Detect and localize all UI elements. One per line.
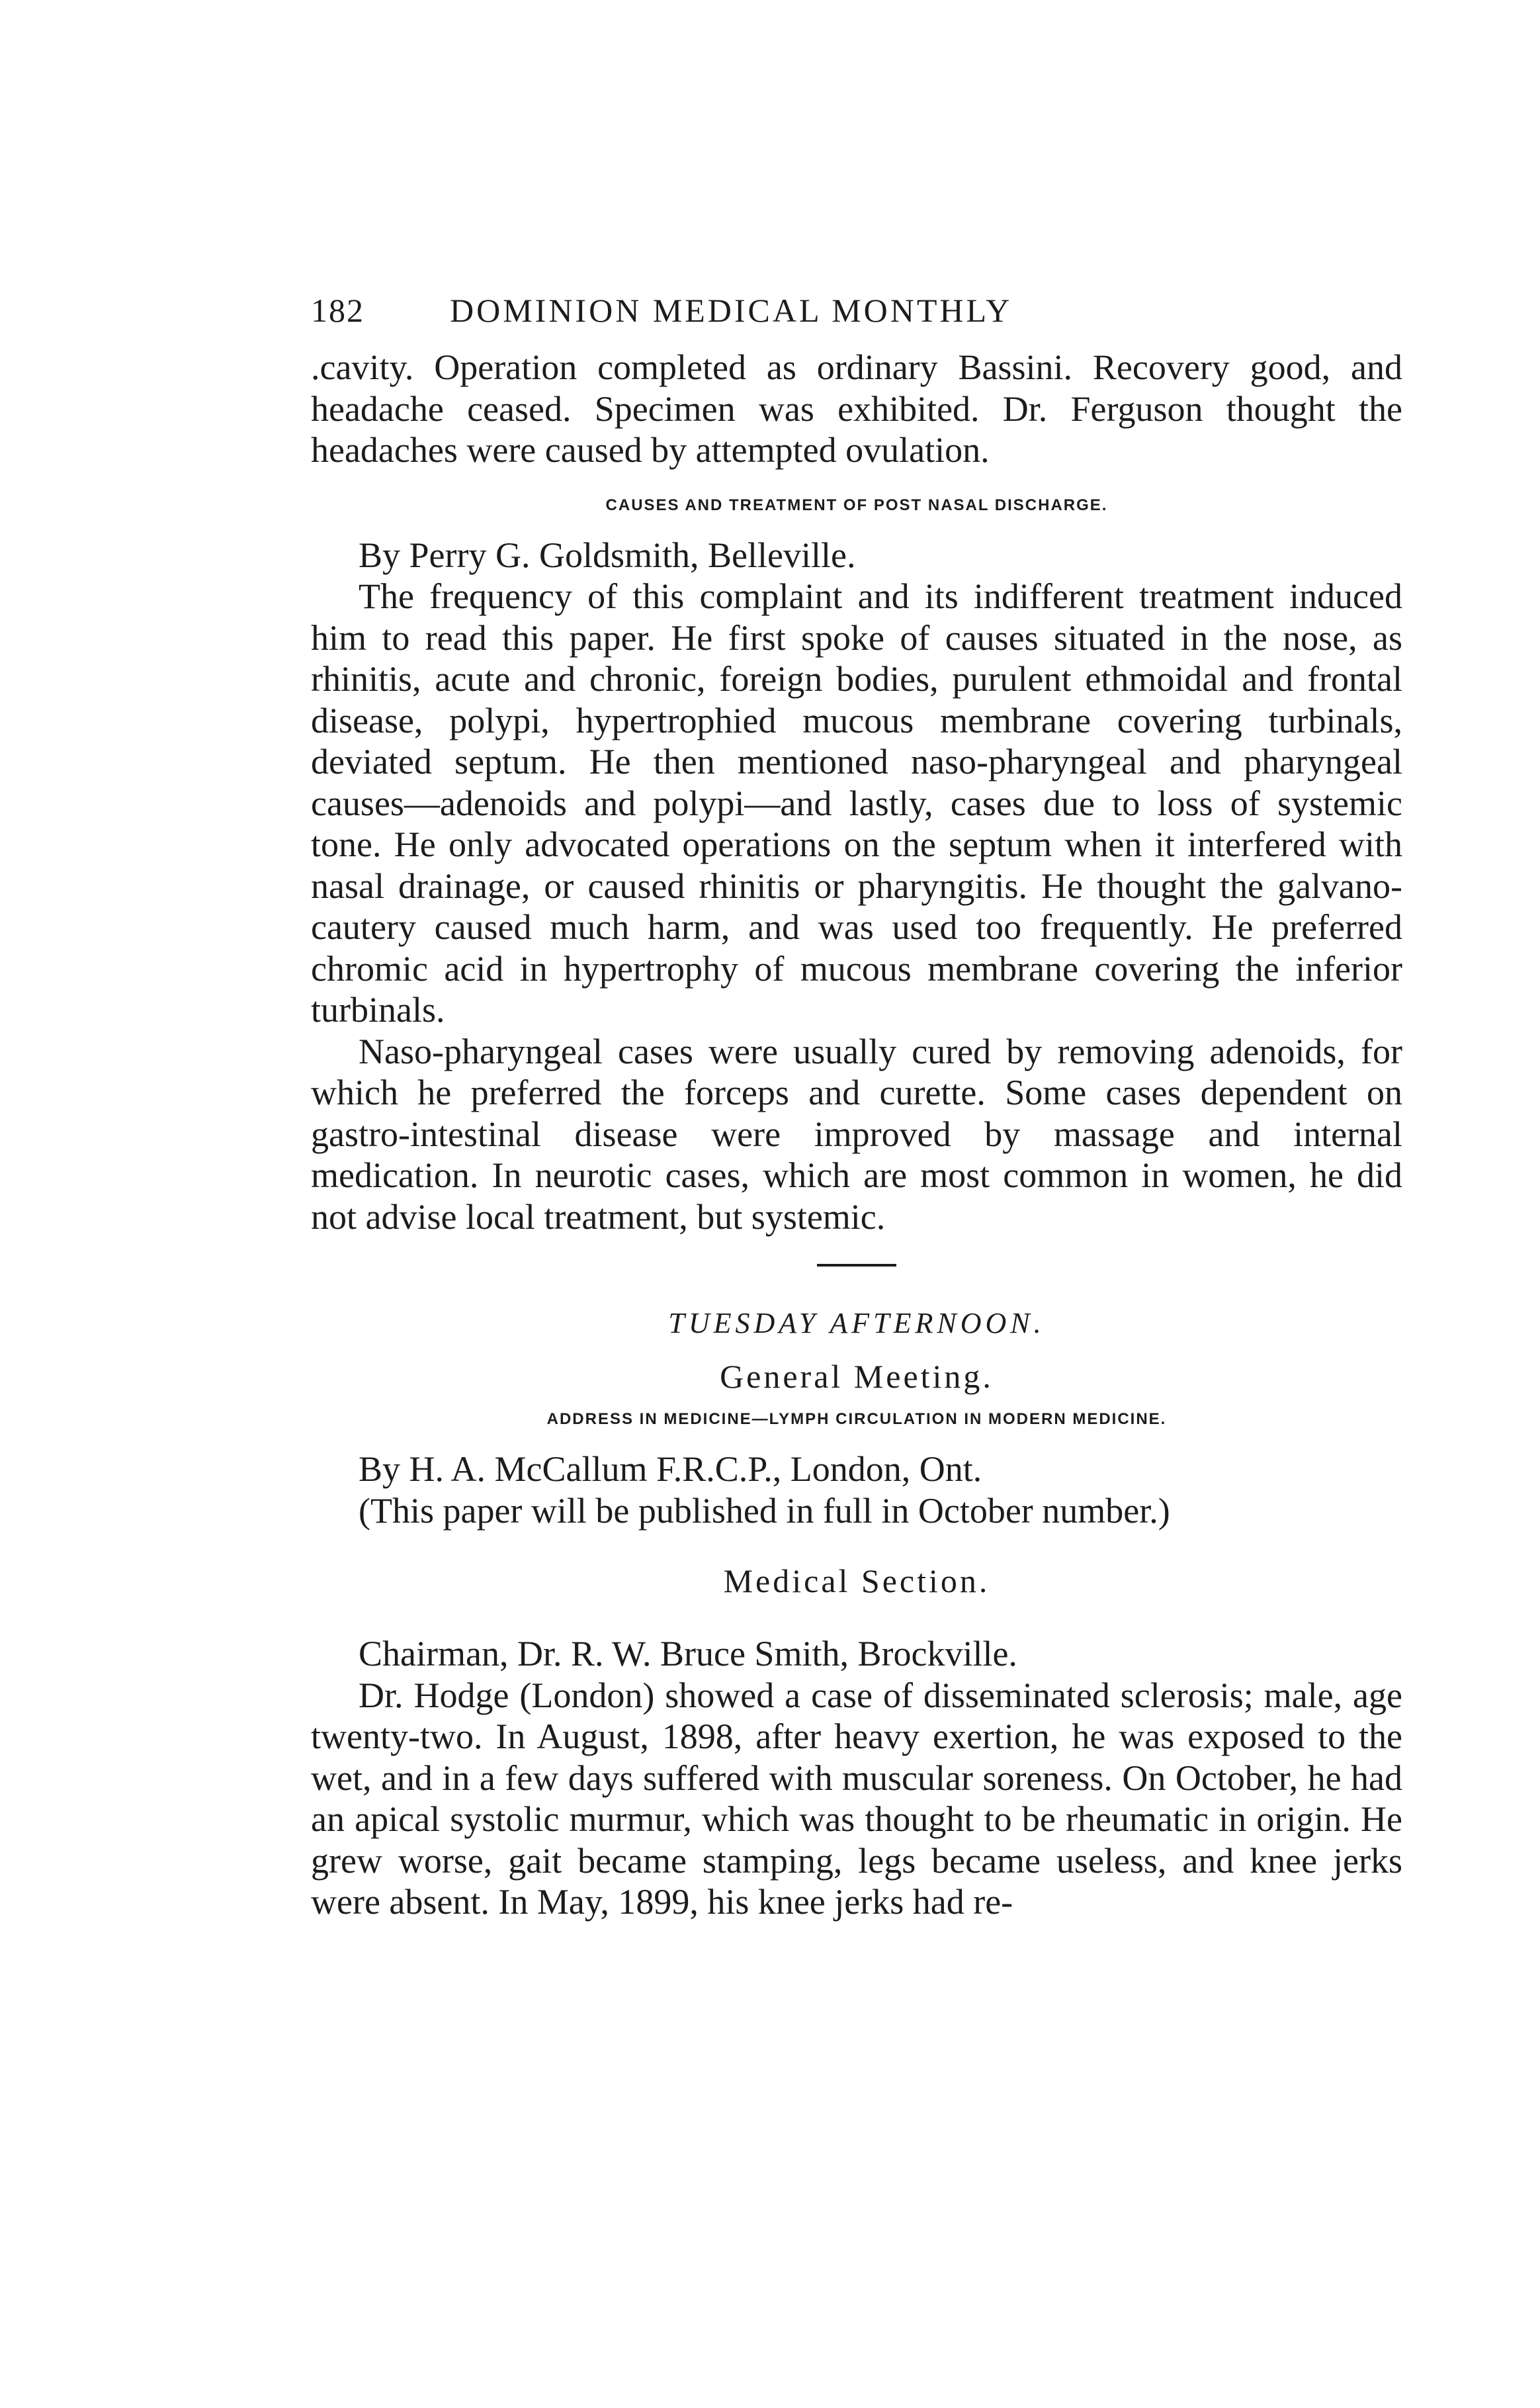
case-paragraph: Dr. Hodge (London) showed a case of disseminated sclerosis; male, age twenty-two. In August, 1898, after heavy exertion, he was exposed to the wet, and in a few days suffered with muscular soreness. On October, he had an apical systolic murmur, which was thought to be rheumatic in origin. He grew worse, gait became stamping, legs became useless, and knee jerks were absent. In May, 1899, his knee jerks had re- (311, 1675, 1402, 1922)
section-divider (817, 1264, 896, 1267)
article-title-lymph: ADDRESS IN MEDICINE—LYMPH CIRCULATION IN MODERN MEDICINE. (546, 1410, 1167, 1428)
chairman-line: Chairman, Dr. R. W. Bruce Smith, Brockville. (359, 1634, 1017, 1673)
page (311, 291, 1402, 1923)
general-meeting-heading: General Meeting. (720, 1358, 994, 1395)
running-head (311, 291, 1402, 337)
article-paragraph: Naso-pharyngeal cases were usually cured by removing adenoids, for which he preferred the forceps and curette. Some cases dependent on gastro-intestinal disease were improved by massage and internal medication. In neurotic cases, which are most common in women, he did not advise local treatment, but systemic. (311, 1031, 1402, 1237)
article-byline-mccallum: By H. A. McCallum F.R.C.P., London, Ont. (359, 1449, 982, 1489)
article-byline-goldsmith: By Perry G. Goldsmith, Belleville. (359, 535, 856, 575)
page-number: 182 (311, 292, 364, 329)
publication-note: (This paper will be published in full in October number.) (359, 1490, 1170, 1531)
medical-section-heading: Medical Section. (723, 1562, 990, 1599)
article-paragraph: The frequency of this complaint and its indifferent treatment induced him to read this paper. He first spoke of causes situated in the nose, as rhinitis, acute and chronic, foreign bodies, purulent ethmoidal and frontal disease, polypi, hypertrophied mucous membrane covering turbinals, deviated septum. He then mentioned naso-pharyngeal and pharyngeal causes—adenoids and polypi—and lastly, cases due to loss of systemic tone. He only advocated operations on the septum when it interfered with nasal drainage, or caused rhinitis or pharyngitis. He thought the galvano-cautery caused much harm, and was used too frequently. He preferred chromic acid in hypertrophy of mucous membrane covering the inferior turbinals. (311, 576, 1402, 1030)
article-title-post-nasal: CAUSES AND TREATMENT OF POST NASAL DISCHARGE. (605, 496, 1108, 514)
journal-title: DOMINION MEDICAL MONTHLY (450, 292, 1013, 329)
session-title: TUESDAY AFTERNOON. (668, 1307, 1045, 1339)
continuation-paragraph: .cavity. Operation completed as ordinary Bassini. Recovery good, and headache ceased. Specimen was exhibited. Dr. Ferguson thought the headaches were caused by attempted ovulation. (311, 347, 1402, 470)
